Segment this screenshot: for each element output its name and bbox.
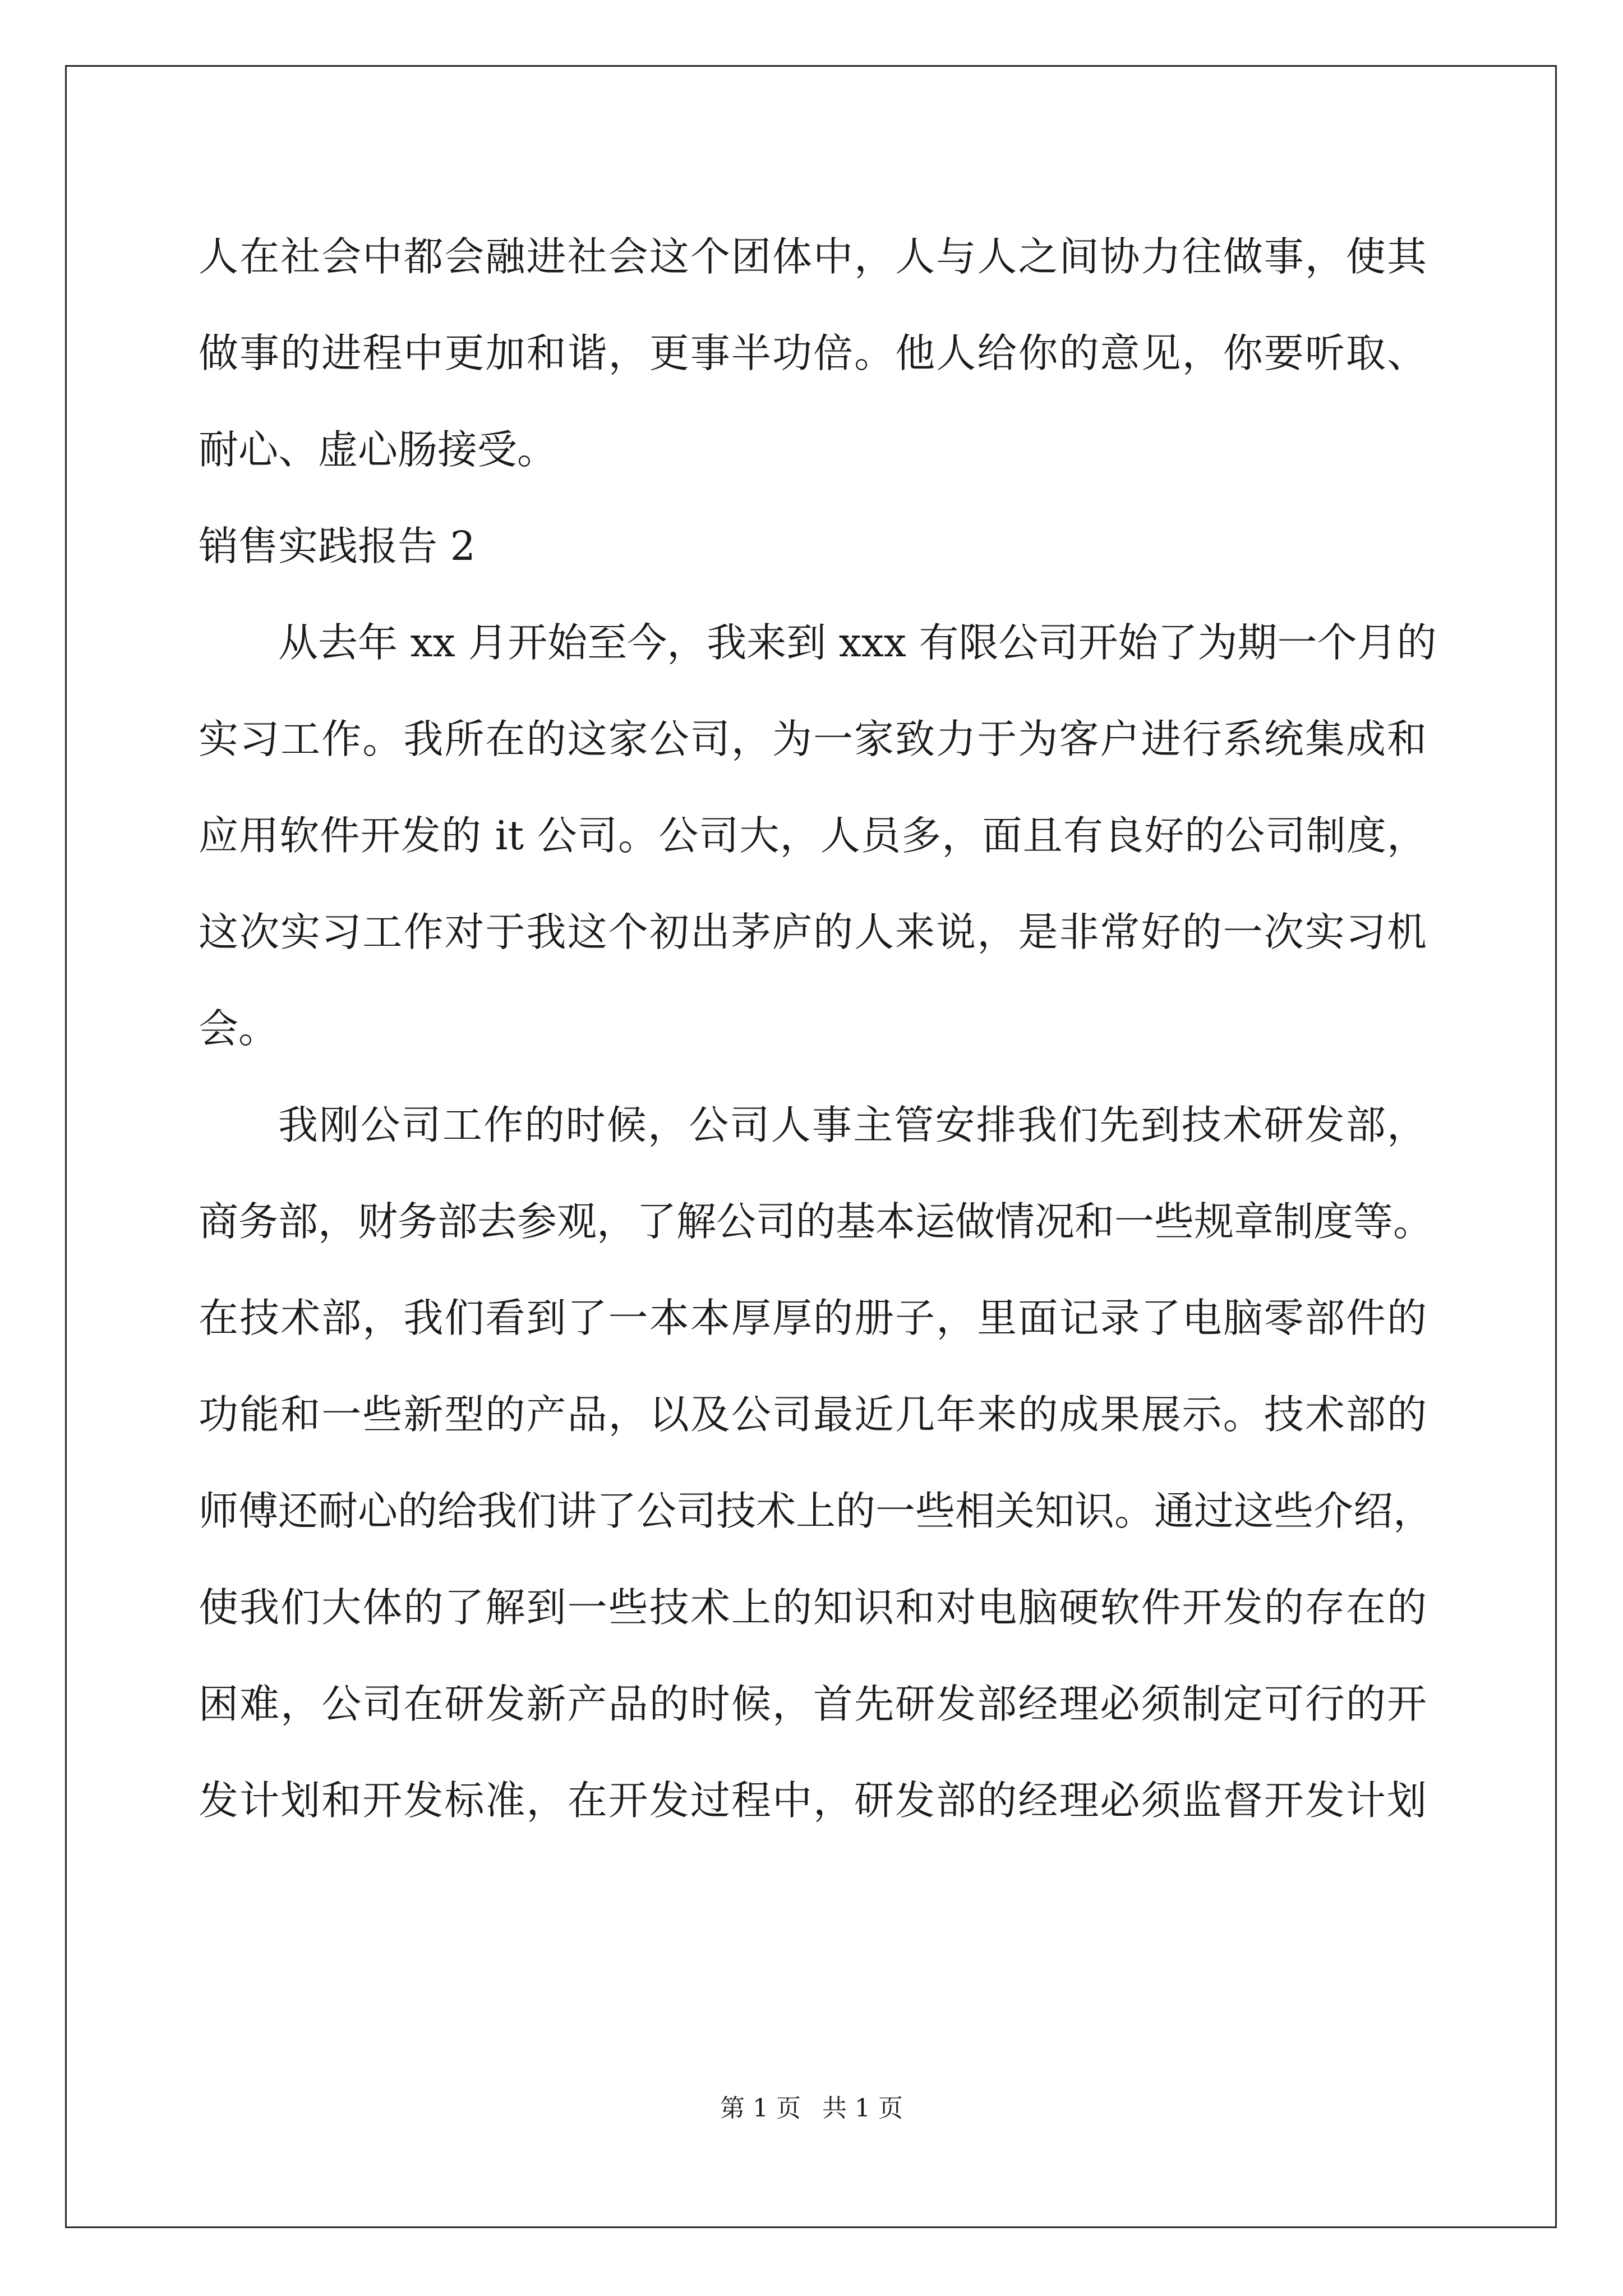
text-line-15: 使我们大体的了解到一些技术上的知识和对电脑硬软件开发的存在的 <box>199 1584 1427 1631</box>
text-line-12: 在技术部，我们看到了一本本厚厚的册子，里面记录了电脑零部件的 <box>199 1295 1427 1341</box>
text-line-11: 商务部，财务部去参观，了解公司的基本运做情况和一些规章制度等。 <box>199 1198 1433 1245</box>
document-body <box>199 209 1437 1849</box>
text-line-7: 应用软件开发的 it 公司。公司大，人员多，面且有良好的公司制度， <box>199 812 1427 859</box>
text-line-14: 师傅还耐心的给我们讲了公司技术上的一些相关知识。通过这些介绍， <box>199 1488 1433 1534</box>
text-line-1: 人在社会中都会融进社会这个团体中，人与人之间协力往做事，使其 <box>199 233 1427 280</box>
text-line-17: 发计划和开发标准，在开发过程中，研发部的经理必须监督开发计划 <box>199 1777 1427 1824</box>
text-line-2: 做事的进程中更加和谐，更事半功倍。他人给你的意见，你要听取、 <box>199 330 1427 376</box>
section-heading: 销售实践报告 2 <box>199 523 476 569</box>
page-footer <box>0 2088 1623 2124</box>
text-line-13: 功能和一些新型的产品，以及公司最近几年来的成果展示。技术部的 <box>199 1391 1427 1438</box>
page-number: 第 1 页 <box>720 2094 801 2123</box>
text-line-6: 实习工作。我所在的这家公司，为一家致力于为客户进行系统集成和 <box>199 716 1427 762</box>
text-line-16: 困难，公司在研发新产品的时候，首先研发部经理必须制定可行的开 <box>199 1681 1427 1727</box>
text-line-5: 从去年 xx 月开始至今，我来到 xxx 有限公司开始了为期一个月的 <box>278 619 1437 666</box>
text-line-10: 我刚公司工作的时候，公司人事主管安排我们先到技术研发部， <box>278 1102 1427 1148</box>
text-line-3: 耐心、虚心肠接受。 <box>199 426 557 473</box>
text-line-8: 这次实习工作对于我这个初出茅庐的人来说，是非常好的一次实习机 <box>199 909 1427 955</box>
page-total: 共 1 页 <box>822 2094 903 2123</box>
text-line-9: 会。 <box>199 1005 279 1052</box>
